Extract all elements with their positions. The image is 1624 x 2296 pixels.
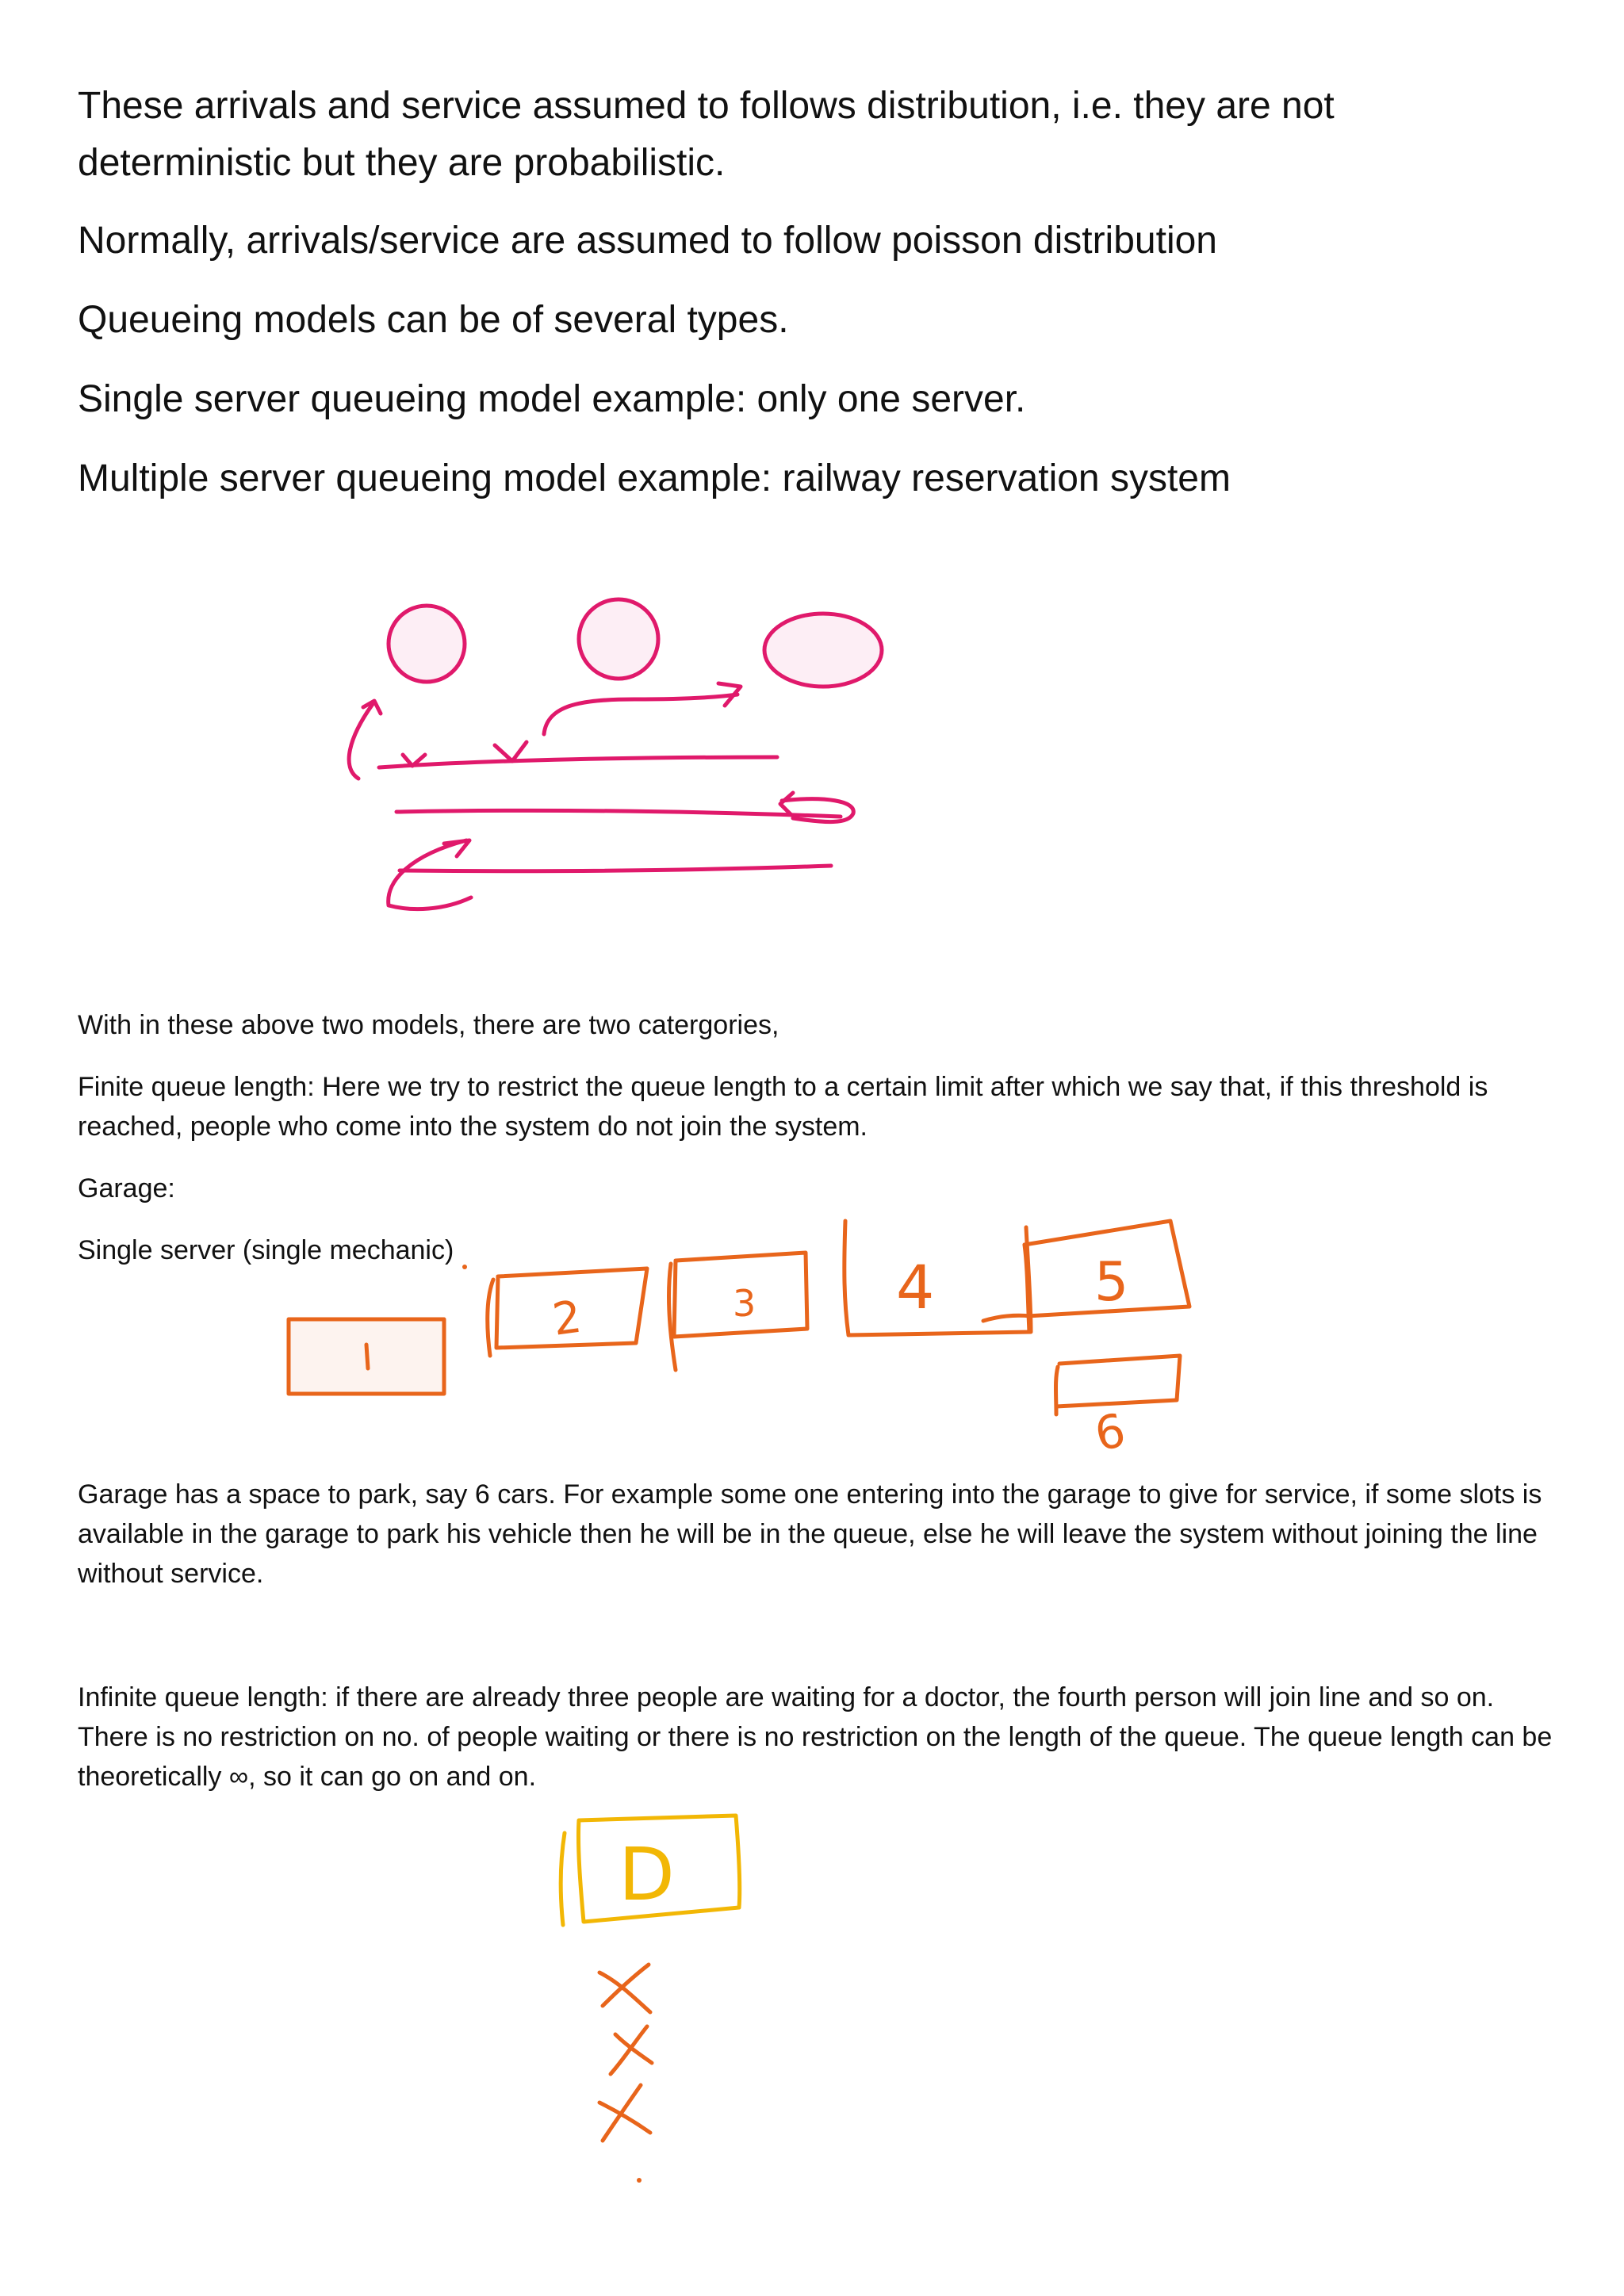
arrow-icon (780, 793, 793, 815)
paragraph-infinite-queue: Infinite queue length: if there are already three people are waiting for a doctor, the fourth person will join line and so on. There is no restriction on no. of people waiting or there is no restriction on the length of the queue. The queue length can be theoretically ∞, so it can go on and on. (78, 1682, 1553, 1792)
slot-number-3: 3 (733, 1282, 756, 1325)
parking-slot (669, 1264, 676, 1370)
paragraph-model-types: Queueing models can be of several types. (78, 299, 789, 341)
multi-server-sketch (349, 599, 882, 909)
parking-slot (1056, 1356, 1180, 1406)
slot-number-6: 6 (1090, 1402, 1131, 1462)
paragraph-single-mechanic: Single server (single mechanic) (78, 1235, 454, 1265)
doctor-box (561, 1833, 565, 1925)
paragraph-single-server: Single server queueing model example: only one server. (78, 378, 1026, 420)
paragraph-poisson: Normally, arrivals/service are assumed to follow poisson distribution (78, 220, 1217, 262)
queue-line (400, 866, 831, 871)
paragraph-garage-heading: Garage: (78, 1173, 175, 1203)
queue-line (396, 810, 841, 817)
paragraph-garage-example: Garage has a space to park, say 6 cars. For example some one entering into the garage to give for service, if some slots is available in the garage to park his vehicle then he will be in the queue, else he will leave the system without joining the line without service. (78, 1479, 1542, 1589)
parking-slot (496, 1269, 647, 1348)
server-circle (389, 606, 465, 682)
waiting-person-mark (599, 1965, 650, 2012)
parking-slot (983, 1315, 1031, 1321)
paragraph-multiple-server: Multiple server queueing model example: railway reservation system (78, 457, 1231, 499)
server-circle (579, 599, 658, 679)
continuation-dot (637, 2178, 642, 2183)
slot-number-4: 4 (896, 1252, 935, 1322)
mechanic-box (289, 1319, 444, 1394)
server-circle (764, 614, 882, 687)
arrow-icon (495, 742, 527, 761)
arrow-icon (444, 840, 469, 856)
slot-number-5: 5 (1094, 1251, 1129, 1314)
paragraph-distribution: These arrivals and service assumed to follows distribution, i.e. they are not deterministic but they are probabilistic. (78, 85, 1335, 184)
arrow-icon (718, 683, 741, 706)
arrow-icon (349, 704, 373, 779)
doctor-label: D (619, 1832, 675, 1917)
slot-number-2: 2 (549, 1291, 585, 1346)
waiting-person-mark (599, 2085, 650, 2141)
queue-line (379, 757, 777, 767)
waiting-person-mark (611, 2026, 652, 2074)
arrow-icon (544, 695, 737, 734)
paragraph-finite-queue: Finite queue length: Here we try to restrict the queue length to a certain limit after which we say that, if this threshold is reached, people who come into the system do not join the system. (78, 1072, 1488, 1142)
arrow-icon (363, 701, 381, 714)
parking-slot (488, 1280, 493, 1356)
arrow-icon (389, 840, 471, 909)
parking-slot (1056, 1367, 1059, 1414)
doctor-box (578, 1816, 739, 1922)
slot-number-1 (366, 1345, 368, 1368)
arrow-icon (403, 755, 425, 766)
doctor-queue-sketch (561, 1816, 740, 2183)
arrow-icon (782, 799, 853, 822)
paragraph-two-categories: With in these above two models, there are two catergories, (78, 1010, 779, 1040)
